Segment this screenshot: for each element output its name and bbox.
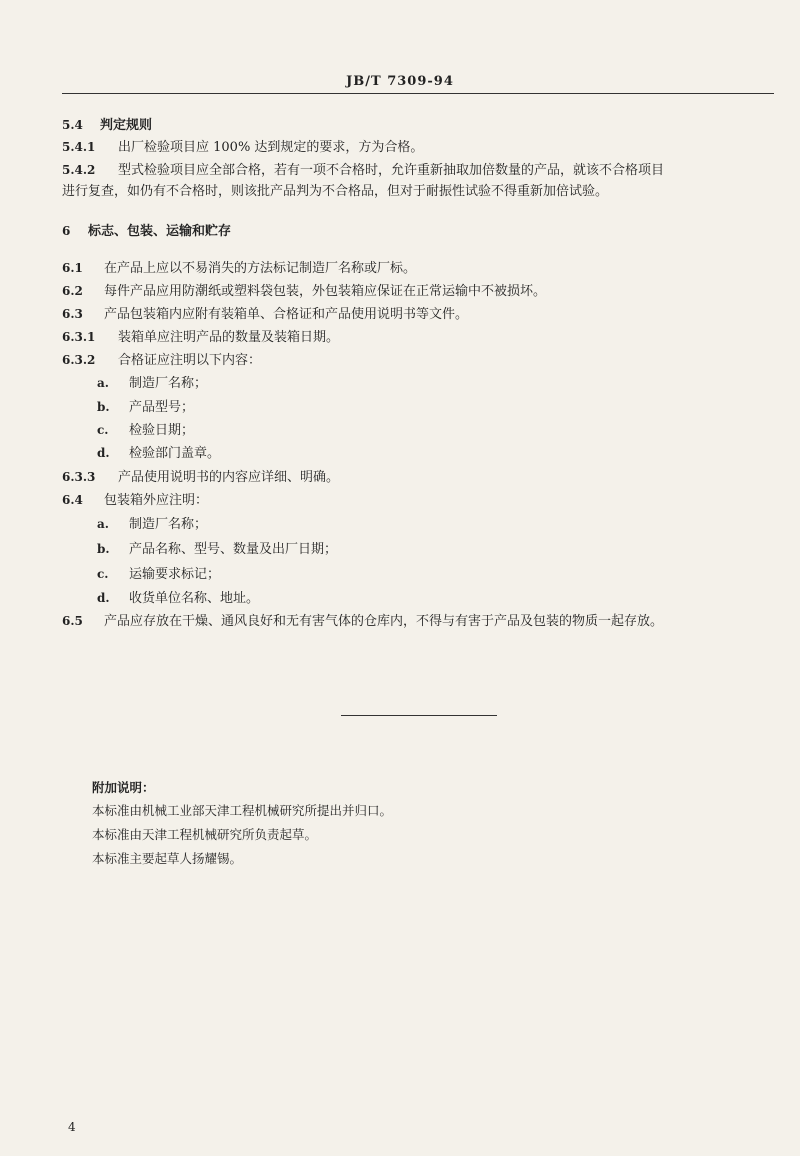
clause-text: 装箱单应注明产品的数量及装箱日期。 — [118, 330, 340, 345]
clause-text: 在产品上应以不易消失的方法标记制造厂名称或厂标。 — [104, 261, 417, 276]
list-letter: d. — [97, 591, 110, 605]
clause-number: 6.5 — [62, 614, 83, 628]
page-number: 4 — [68, 1120, 76, 1134]
clause-5-4-2 — [62, 161, 664, 180]
notes-title: 附加说明： — [92, 780, 155, 795]
clause-number: 6.3 — [62, 307, 83, 321]
clause-text: 包装箱外应注明： — [104, 493, 209, 508]
clause-text: 每件产品应用防潮纸或塑料袋包装，外包装箱应保证在正常运输中不被损坏。 — [104, 284, 547, 299]
list-item — [97, 565, 220, 584]
clause-text: 产品包装箱内应附有装箱单、合格证和产品使用说明书等文件。 — [104, 307, 469, 322]
clause-text: 进行复查，如仍有不合格时，则该批产品判为不合格品，但对于耐振性试验不得重新加倍试验。 — [62, 184, 609, 199]
list-text: 收货单位名称、地址。 — [129, 591, 260, 606]
notes-line: 本标准主要起草人扬耀锡。 — [92, 851, 243, 866]
clause-6-1 — [62, 259, 416, 278]
list-item — [97, 540, 337, 559]
document-header: JB/T 7309-94 — [346, 74, 454, 89]
list-letter: c. — [97, 423, 109, 437]
header-rule — [62, 93, 774, 94]
list-letter: d. — [97, 446, 110, 460]
list-text: 产品名称、型号、数量及出厂日期； — [129, 542, 338, 557]
list-text: 检验部门盖章。 — [129, 446, 221, 461]
clause-number: 6.1 — [62, 261, 83, 275]
clause-number: 6.2 — [62, 284, 83, 298]
clause-6-3-1 — [62, 328, 339, 347]
clause-6-4 — [62, 491, 208, 510]
list-item — [97, 444, 220, 463]
list-item — [97, 589, 259, 608]
clause-text: 型式检验项目应全部合格，若有一项不合格时，允许重新抽取加倍数量的产品，就该不合格项目 — [118, 163, 665, 178]
clause-text: 产品使用说明书的内容应详细、明确。 — [118, 470, 340, 485]
clause-number: 6.3.1 — [62, 330, 96, 344]
clause-number: 5.4 — [62, 118, 83, 132]
list-item — [97, 515, 207, 534]
list-letter: c. — [97, 567, 109, 581]
list-letter: b. — [97, 542, 110, 556]
list-text: 制造厂名称； — [129, 376, 208, 391]
clause-6-3-3 — [62, 468, 339, 487]
list-letter: a. — [97, 517, 109, 531]
clause-6-3-2 — [62, 351, 261, 370]
clause-6-2 — [62, 282, 546, 301]
clause-number: 6.4 — [62, 493, 83, 507]
clause-number: 6.3.3 — [62, 470, 96, 484]
list-item — [97, 374, 207, 393]
clause-number: 5.4.2 — [62, 163, 96, 177]
clause-text: 产品应存放在干燥、通风良好和无有害气体的仓库内，不得与有害于产品及包装的物质一起存放。 — [104, 614, 664, 629]
end-rule — [341, 715, 497, 716]
clause-5-4-2-cont — [62, 183, 608, 201]
list-text: 检验日期； — [129, 423, 195, 438]
clause-text: 合格证应注明以下内容： — [118, 353, 262, 368]
section-title: 标志、包装、运输和贮存 — [88, 224, 232, 239]
list-item — [97, 398, 194, 417]
section-6-title — [62, 222, 231, 241]
clause-5-4-1 — [62, 138, 423, 157]
clause-5-4 — [62, 116, 152, 135]
clause-text: 出厂检验项目应 100% 达到规定的要求，方为合格。 — [118, 140, 424, 155]
clause-6-5 — [62, 612, 663, 631]
list-text: 运输要求标记； — [129, 567, 221, 582]
clause-number: 5.4.1 — [62, 140, 96, 154]
list-item — [97, 421, 194, 440]
clause-number: 6.3.2 — [62, 353, 96, 367]
clause-6-3 — [62, 305, 468, 324]
section-number: 6 — [62, 224, 71, 238]
notes-line: 本标准由天津工程机械研究所负责起草。 — [92, 827, 318, 842]
list-letter: b. — [97, 400, 110, 414]
list-text: 产品型号； — [129, 400, 195, 415]
list-text: 制造厂名称； — [129, 517, 208, 532]
notes-line: 本标准由机械工业部天津工程机械研究所提出并归口。 — [92, 803, 393, 818]
list-letter: a. — [97, 376, 109, 390]
clause-text: 判定规则 — [100, 118, 153, 133]
